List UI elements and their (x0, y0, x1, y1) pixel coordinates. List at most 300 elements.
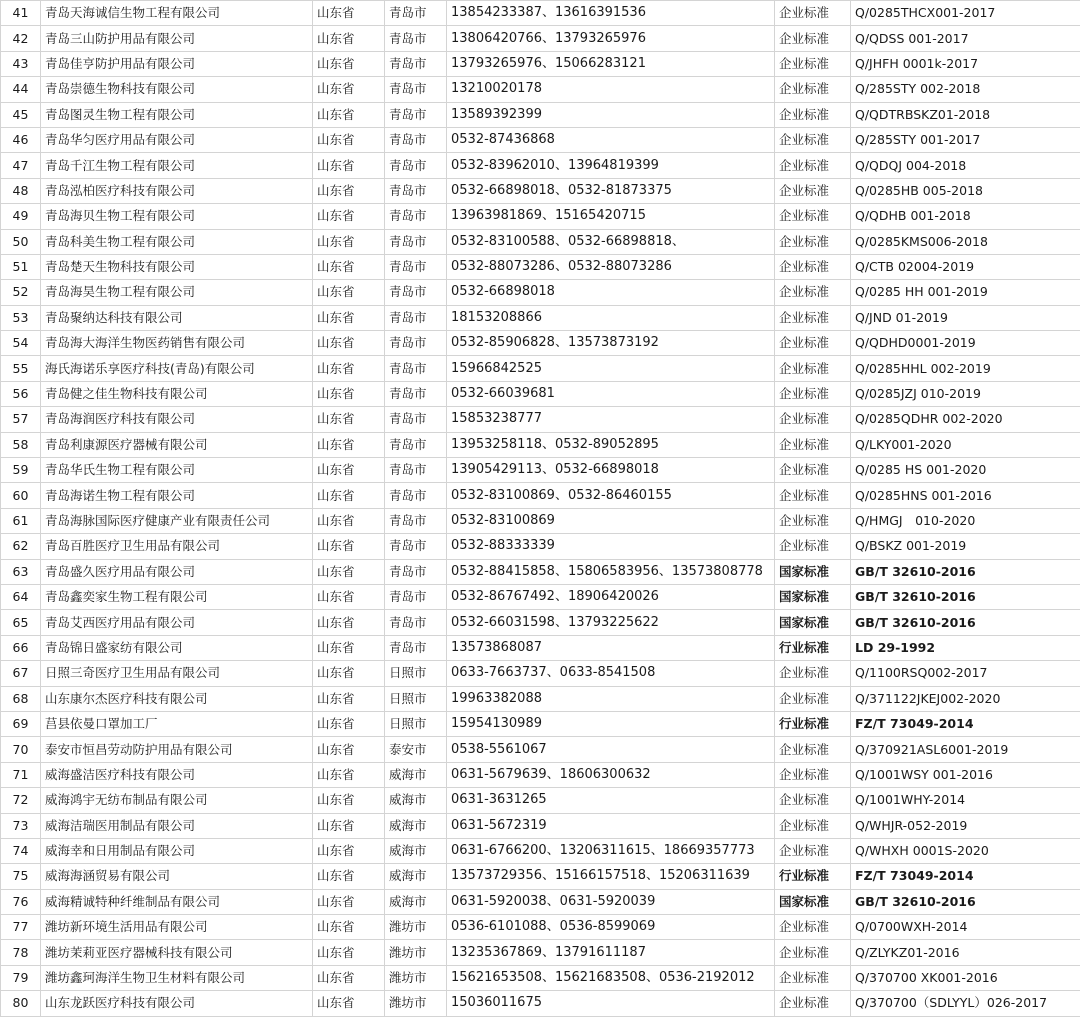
row-number-cell: 72 (1, 788, 41, 813)
province-cell: 山东省 (313, 77, 385, 102)
province-cell: 山东省 (313, 153, 385, 178)
city-cell: 青岛市 (385, 483, 447, 508)
company-name-cell: 山东康尔杰医疗科技有限公司 (41, 686, 313, 711)
company-name-cell: 青岛海昊生物工程有限公司 (41, 280, 313, 305)
row-number-cell: 41 (1, 1, 41, 26)
standard-type-cell: 企业标准 (775, 102, 851, 127)
table-row (1, 838, 1080, 863)
standard-code-cell: Q/QDTRBSKZ01-2018 (851, 102, 1080, 127)
phone-cell: 0532-87436868 (447, 127, 775, 152)
province-cell: 山东省 (313, 229, 385, 254)
row-number-cell: 59 (1, 458, 41, 483)
standard-code-cell: LD 29-1992 (851, 635, 1080, 660)
province-cell: 山东省 (313, 280, 385, 305)
city-cell: 威海市 (385, 864, 447, 889)
phone-cell: 13854233387、13616391536 (447, 1, 775, 26)
phone-cell: 0631-6766200、13206311615、18669357773 (447, 838, 775, 863)
row-number-cell: 71 (1, 762, 41, 787)
standard-type-cell: 企业标准 (775, 508, 851, 533)
standard-type-cell: 行业标准 (775, 864, 851, 889)
company-name-cell: 青岛楚天生物科技有限公司 (41, 254, 313, 279)
phone-cell: 0532-66898018 (447, 280, 775, 305)
standard-code-cell: Q/0285HB 005-2018 (851, 178, 1080, 203)
province-cell: 山东省 (313, 51, 385, 76)
phone-cell: 0532-88073286、0532-88073286 (447, 254, 775, 279)
row-number-cell: 57 (1, 407, 41, 432)
table-row (1, 635, 1080, 660)
phone-cell: 0536-6101088、0536-8599069 (447, 915, 775, 940)
table-row (1, 483, 1080, 508)
standard-type-cell: 企业标准 (775, 965, 851, 990)
table-row (1, 813, 1080, 838)
city-cell: 青岛市 (385, 229, 447, 254)
company-name-cell: 青岛盛久医疗用品有限公司 (41, 559, 313, 584)
standard-type-cell: 企业标准 (775, 813, 851, 838)
city-cell: 青岛市 (385, 280, 447, 305)
company-name-cell: 青岛天海诚信生物工程有限公司 (41, 1, 313, 26)
row-number-cell: 50 (1, 229, 41, 254)
row-number-cell: 62 (1, 534, 41, 559)
standard-code-cell: Q/QDQJ 004-2018 (851, 153, 1080, 178)
phone-cell: 15036011675 (447, 991, 775, 1016)
table-row (1, 432, 1080, 457)
phone-cell: 15853238777 (447, 407, 775, 432)
company-name-cell: 泰安市恒昌劳动防护用品有限公司 (41, 737, 313, 762)
city-cell: 日照市 (385, 711, 447, 736)
table-row (1, 305, 1080, 330)
company-name-cell: 青岛海脉国际医疗健康产业有限责任公司 (41, 508, 313, 533)
company-name-cell: 威海盛洁医疗科技有限公司 (41, 762, 313, 787)
company-name-cell: 青岛图灵生物工程有限公司 (41, 102, 313, 127)
phone-cell: 0532-66039681 (447, 381, 775, 406)
standard-type-cell: 企业标准 (775, 432, 851, 457)
standard-code-cell: GB/T 32610-2016 (851, 559, 1080, 584)
table-row (1, 788, 1080, 813)
standard-code-cell: GB/T 32610-2016 (851, 610, 1080, 635)
province-cell: 山东省 (313, 965, 385, 990)
city-cell: 青岛市 (385, 127, 447, 152)
city-cell: 青岛市 (385, 559, 447, 584)
table-row (1, 864, 1080, 889)
province-cell: 山东省 (313, 686, 385, 711)
phone-cell: 0532-83100869、0532-86460155 (447, 483, 775, 508)
table-row (1, 762, 1080, 787)
company-name-cell: 海氏海诺乐享医疗科技(青岛)有限公司 (41, 356, 313, 381)
province-cell: 山东省 (313, 584, 385, 609)
standard-type-cell: 企业标准 (775, 838, 851, 863)
company-name-cell: 莒县依曼口罩加工厂 (41, 711, 313, 736)
table-row (1, 711, 1080, 736)
city-cell: 青岛市 (385, 534, 447, 559)
province-cell: 山东省 (313, 940, 385, 965)
phone-cell: 13573868087 (447, 635, 775, 660)
phone-cell: 15966842525 (447, 356, 775, 381)
row-number-cell: 42 (1, 26, 41, 51)
province-cell: 山东省 (313, 1, 385, 26)
row-number-cell: 48 (1, 178, 41, 203)
standard-type-cell: 企业标准 (775, 686, 851, 711)
row-number-cell: 67 (1, 661, 41, 686)
standard-code-cell: Q/ZLYKZ01-2016 (851, 940, 1080, 965)
phone-cell: 13589392399 (447, 102, 775, 127)
row-number-cell: 80 (1, 991, 41, 1016)
row-number-cell: 76 (1, 889, 41, 914)
city-cell: 威海市 (385, 788, 447, 813)
phone-cell: 13793265976、15066283121 (447, 51, 775, 76)
province-cell: 山东省 (313, 661, 385, 686)
standard-type-cell: 企业标准 (775, 305, 851, 330)
city-cell: 青岛市 (385, 102, 447, 127)
company-name-cell: 青岛聚纳达科技有限公司 (41, 305, 313, 330)
city-cell: 威海市 (385, 762, 447, 787)
standard-code-cell: Q/0285KMS006-2018 (851, 229, 1080, 254)
city-cell: 潍坊市 (385, 940, 447, 965)
table-row (1, 965, 1080, 990)
table-row (1, 889, 1080, 914)
row-number-cell: 46 (1, 127, 41, 152)
city-cell: 青岛市 (385, 508, 447, 533)
table-row (1, 331, 1080, 356)
company-name-cell: 威海幸和日用制品有限公司 (41, 838, 313, 863)
province-cell: 山东省 (313, 559, 385, 584)
standard-type-cell: 行业标准 (775, 711, 851, 736)
table-row (1, 51, 1080, 76)
province-cell: 山东省 (313, 610, 385, 635)
standard-type-cell: 企业标准 (775, 534, 851, 559)
row-number-cell: 43 (1, 51, 41, 76)
table-body (1, 1, 1080, 1017)
company-name-cell: 山东龙跃医疗科技有限公司 (41, 991, 313, 1016)
city-cell: 青岛市 (385, 432, 447, 457)
province-cell: 山东省 (313, 381, 385, 406)
standard-type-cell: 企业标准 (775, 915, 851, 940)
standard-type-cell: 行业标准 (775, 635, 851, 660)
row-number-cell: 77 (1, 915, 41, 940)
province-cell: 山东省 (313, 407, 385, 432)
company-name-cell: 青岛利康源医疗器械有限公司 (41, 432, 313, 457)
standard-type-cell: 国家标准 (775, 889, 851, 914)
company-name-cell: 威海精诚特种纤维制品有限公司 (41, 889, 313, 914)
standard-type-cell: 企业标准 (775, 331, 851, 356)
table-row (1, 356, 1080, 381)
standard-type-cell: 企业标准 (775, 483, 851, 508)
row-number-cell: 56 (1, 381, 41, 406)
row-number-cell: 79 (1, 965, 41, 990)
standard-type-cell: 企业标准 (775, 991, 851, 1016)
province-cell: 山东省 (313, 331, 385, 356)
city-cell: 潍坊市 (385, 991, 447, 1016)
standard-type-cell: 国家标准 (775, 559, 851, 584)
city-cell: 青岛市 (385, 610, 447, 635)
table-row (1, 77, 1080, 102)
company-name-cell: 威海海涵贸易有限公司 (41, 864, 313, 889)
province-cell: 山东省 (313, 788, 385, 813)
province-cell: 山东省 (313, 458, 385, 483)
table-row (1, 559, 1080, 584)
province-cell: 山东省 (313, 737, 385, 762)
city-cell: 青岛市 (385, 178, 447, 203)
standard-code-cell: Q/0700WXH-2014 (851, 915, 1080, 940)
province-cell: 山东省 (313, 26, 385, 51)
phone-cell: 0532-66898018、0532-81873375 (447, 178, 775, 203)
city-cell: 青岛市 (385, 153, 447, 178)
province-cell: 山东省 (313, 204, 385, 229)
standard-type-cell: 国家标准 (775, 610, 851, 635)
phone-cell: 19963382088 (447, 686, 775, 711)
province-cell: 山东省 (313, 838, 385, 863)
standard-code-cell: Q/0285THCX001-2017 (851, 1, 1080, 26)
phone-cell: 0532-88415858、15806583956、13573808778 (447, 559, 775, 584)
row-number-cell: 69 (1, 711, 41, 736)
company-name-cell: 青岛华氏生物工程有限公司 (41, 458, 313, 483)
row-number-cell: 60 (1, 483, 41, 508)
standard-code-cell: Q/LKY001-2020 (851, 432, 1080, 457)
standard-type-cell: 企业标准 (775, 229, 851, 254)
company-name-cell: 青岛健之佳生物科技有限公司 (41, 381, 313, 406)
standard-code-cell: FZ/T 73049-2014 (851, 864, 1080, 889)
row-number-cell: 63 (1, 559, 41, 584)
row-number-cell: 58 (1, 432, 41, 457)
phone-cell: 0631-5920038、0631-5920039 (447, 889, 775, 914)
row-number-cell: 61 (1, 508, 41, 533)
province-cell: 山东省 (313, 635, 385, 660)
company-name-cell: 青岛崇德生物科技有限公司 (41, 77, 313, 102)
company-name-cell: 青岛鑫奕家生物工程有限公司 (41, 584, 313, 609)
table-row (1, 610, 1080, 635)
standard-code-cell: Q/1001WHY-2014 (851, 788, 1080, 813)
row-number-cell: 49 (1, 204, 41, 229)
phone-cell: 13573729356、15166157518、15206311639 (447, 864, 775, 889)
standard-code-cell: Q/371122JKEJ002-2020 (851, 686, 1080, 711)
standard-code-cell: Q/1001WSY 001-2016 (851, 762, 1080, 787)
company-name-cell: 潍坊鑫珂海洋生物卫生材料有限公司 (41, 965, 313, 990)
row-number-cell: 66 (1, 635, 41, 660)
standard-code-cell: Q/0285QDHR 002-2020 (851, 407, 1080, 432)
standard-code-cell: Q/CTB 02004-2019 (851, 254, 1080, 279)
standard-code-cell: Q/0285JZJ 010-2019 (851, 381, 1080, 406)
standard-type-cell: 企业标准 (775, 661, 851, 686)
standard-code-cell: Q/0285HNS 001-2016 (851, 483, 1080, 508)
table-row (1, 381, 1080, 406)
table-row (1, 204, 1080, 229)
city-cell: 日照市 (385, 661, 447, 686)
row-number-cell: 47 (1, 153, 41, 178)
table-row (1, 127, 1080, 152)
company-name-cell: 潍坊新环境生活用品有限公司 (41, 915, 313, 940)
phone-cell: 0631-3631265 (447, 788, 775, 813)
province-cell: 山东省 (313, 711, 385, 736)
city-cell: 青岛市 (385, 305, 447, 330)
phone-cell: 0631-5679639、18606300632 (447, 762, 775, 787)
province-cell: 山东省 (313, 483, 385, 508)
table-row (1, 280, 1080, 305)
phone-cell: 0633-7663737、0633-8541508 (447, 661, 775, 686)
phone-cell: 0532-88333339 (447, 534, 775, 559)
phone-cell: 0532-83100588、0532-66898818、 (447, 229, 775, 254)
company-name-cell: 威海洁瑞医用制品有限公司 (41, 813, 313, 838)
standard-code-cell: Q/WHJR-052-2019 (851, 813, 1080, 838)
standard-code-cell: Q/JHFH 0001k-2017 (851, 51, 1080, 76)
row-number-cell: 53 (1, 305, 41, 330)
row-number-cell: 44 (1, 77, 41, 102)
table-row (1, 102, 1080, 127)
province-cell: 山东省 (313, 254, 385, 279)
city-cell: 青岛市 (385, 356, 447, 381)
standard-code-cell: Q/JND 01-2019 (851, 305, 1080, 330)
row-number-cell: 51 (1, 254, 41, 279)
province-cell: 山东省 (313, 864, 385, 889)
province-cell: 山东省 (313, 889, 385, 914)
company-name-cell: 青岛泓柏医疗科技有限公司 (41, 178, 313, 203)
phone-cell: 13806420766、13793265976 (447, 26, 775, 51)
company-name-cell: 青岛佳亨防护用品有限公司 (41, 51, 313, 76)
row-number-cell: 73 (1, 813, 41, 838)
company-name-cell: 威海鸿宇无纺布制品有限公司 (41, 788, 313, 813)
city-cell: 青岛市 (385, 381, 447, 406)
phone-cell: 0532-85906828、13573873192 (447, 331, 775, 356)
table-row (1, 254, 1080, 279)
standard-type-cell: 企业标准 (775, 940, 851, 965)
table-row (1, 584, 1080, 609)
province-cell: 山东省 (313, 127, 385, 152)
city-cell: 威海市 (385, 889, 447, 914)
phone-cell: 13963981869、15165420715 (447, 204, 775, 229)
company-name-cell: 青岛海大海洋生物医药销售有限公司 (41, 331, 313, 356)
table-row (1, 534, 1080, 559)
company-name-cell: 青岛百胜医疗卫生用品有限公司 (41, 534, 313, 559)
phone-cell: 13235367869、13791611187 (447, 940, 775, 965)
table-row (1, 26, 1080, 51)
standard-code-cell: Q/370700 XK001-2016 (851, 965, 1080, 990)
city-cell: 青岛市 (385, 635, 447, 660)
row-number-cell: 74 (1, 838, 41, 863)
standard-type-cell: 企业标准 (775, 127, 851, 152)
company-name-cell: 潍坊茉莉亚医疗器械科技有限公司 (41, 940, 313, 965)
table-row (1, 407, 1080, 432)
standard-type-cell: 企业标准 (775, 356, 851, 381)
standard-code-cell: Q/QDSS 001-2017 (851, 26, 1080, 51)
city-cell: 青岛市 (385, 204, 447, 229)
standard-code-cell: Q/1100RSQ002-2017 (851, 661, 1080, 686)
standard-type-cell: 企业标准 (775, 762, 851, 787)
table-row (1, 915, 1080, 940)
province-cell: 山东省 (313, 762, 385, 787)
standard-code-cell: Q/370921ASL6001-2019 (851, 737, 1080, 762)
city-cell: 青岛市 (385, 584, 447, 609)
standard-type-cell: 企业标准 (775, 280, 851, 305)
company-name-cell: 青岛海润医疗科技有限公司 (41, 407, 313, 432)
standard-code-cell: Q/285STY 002-2018 (851, 77, 1080, 102)
province-cell: 山东省 (313, 534, 385, 559)
city-cell: 青岛市 (385, 1, 447, 26)
table-row (1, 458, 1080, 483)
standard-code-cell: Q/QDHB 001-2018 (851, 204, 1080, 229)
standard-code-cell: Q/HMGJ 010-2020 (851, 508, 1080, 533)
row-number-cell: 64 (1, 584, 41, 609)
company-name-cell: 青岛华匀医疗用品有限公司 (41, 127, 313, 152)
standard-type-cell: 企业标准 (775, 458, 851, 483)
table-row (1, 940, 1080, 965)
table-row (1, 1, 1080, 26)
company-name-cell: 青岛艾西医疗用品有限公司 (41, 610, 313, 635)
province-cell: 山东省 (313, 432, 385, 457)
table-row (1, 686, 1080, 711)
table-row (1, 508, 1080, 533)
phone-cell: 13210020178 (447, 77, 775, 102)
province-cell: 山东省 (313, 356, 385, 381)
city-cell: 青岛市 (385, 254, 447, 279)
standard-code-cell: Q/285STY 001-2017 (851, 127, 1080, 152)
company-name-cell: 日照三奇医疗卫生用品有限公司 (41, 661, 313, 686)
table-row (1, 229, 1080, 254)
phone-cell: 18153208866 (447, 305, 775, 330)
city-cell: 潍坊市 (385, 965, 447, 990)
phone-cell: 0538-5561067 (447, 737, 775, 762)
province-cell: 山东省 (313, 813, 385, 838)
standard-code-cell: FZ/T 73049-2014 (851, 711, 1080, 736)
standard-type-cell: 企业标准 (775, 254, 851, 279)
phone-cell: 0532-83100869 (447, 508, 775, 533)
city-cell: 青岛市 (385, 51, 447, 76)
province-cell: 山东省 (313, 102, 385, 127)
standard-type-cell: 企业标准 (775, 51, 851, 76)
city-cell: 日照市 (385, 686, 447, 711)
standard-type-cell: 国家标准 (775, 584, 851, 609)
standard-code-cell: Q/0285 HS 001-2020 (851, 458, 1080, 483)
city-cell: 青岛市 (385, 77, 447, 102)
table-row (1, 991, 1080, 1016)
standard-type-cell: 企业标准 (775, 77, 851, 102)
standard-type-cell: 企业标准 (775, 381, 851, 406)
phone-cell: 13905429113、0532-66898018 (447, 458, 775, 483)
standard-type-cell: 企业标准 (775, 153, 851, 178)
company-name-cell: 青岛三山防护用品有限公司 (41, 26, 313, 51)
city-cell: 威海市 (385, 838, 447, 863)
city-cell: 青岛市 (385, 458, 447, 483)
row-number-cell: 65 (1, 610, 41, 635)
company-name-cell: 青岛千江生物工程有限公司 (41, 153, 313, 178)
province-cell: 山东省 (313, 178, 385, 203)
row-number-cell: 45 (1, 102, 41, 127)
standard-code-cell: Q/WHXH 0001S-2020 (851, 838, 1080, 863)
phone-cell: 15621653508、15621683508、0536-2192012 (447, 965, 775, 990)
table-row (1, 153, 1080, 178)
phone-cell: 0532-86767492、18906420026 (447, 584, 775, 609)
standard-code-cell: Q/0285 HH 001-2019 (851, 280, 1080, 305)
standard-type-cell: 企业标准 (775, 26, 851, 51)
standard-type-cell: 企业标准 (775, 737, 851, 762)
company-name-cell: 青岛海贝生物工程有限公司 (41, 204, 313, 229)
city-cell: 威海市 (385, 813, 447, 838)
city-cell: 泰安市 (385, 737, 447, 762)
standard-type-cell: 企业标准 (775, 178, 851, 203)
city-cell: 青岛市 (385, 407, 447, 432)
standard-code-cell: Q/0285HHL 002-2019 (851, 356, 1080, 381)
standard-code-cell: GB/T 32610-2016 (851, 889, 1080, 914)
province-cell: 山东省 (313, 991, 385, 1016)
phone-cell: 0532-83962010、13964819399 (447, 153, 775, 178)
standard-code-cell: Q/BSKZ 001-2019 (851, 534, 1080, 559)
phone-cell: 0631-5672319 (447, 813, 775, 838)
standard-code-cell: Q/370700（SDLYYL）026-2017 (851, 991, 1080, 1016)
phone-cell: 15954130989 (447, 711, 775, 736)
standard-type-cell: 企业标准 (775, 788, 851, 813)
table-row (1, 178, 1080, 203)
row-number-cell: 55 (1, 356, 41, 381)
row-number-cell: 75 (1, 864, 41, 889)
row-number-cell: 68 (1, 686, 41, 711)
row-number-cell: 70 (1, 737, 41, 762)
